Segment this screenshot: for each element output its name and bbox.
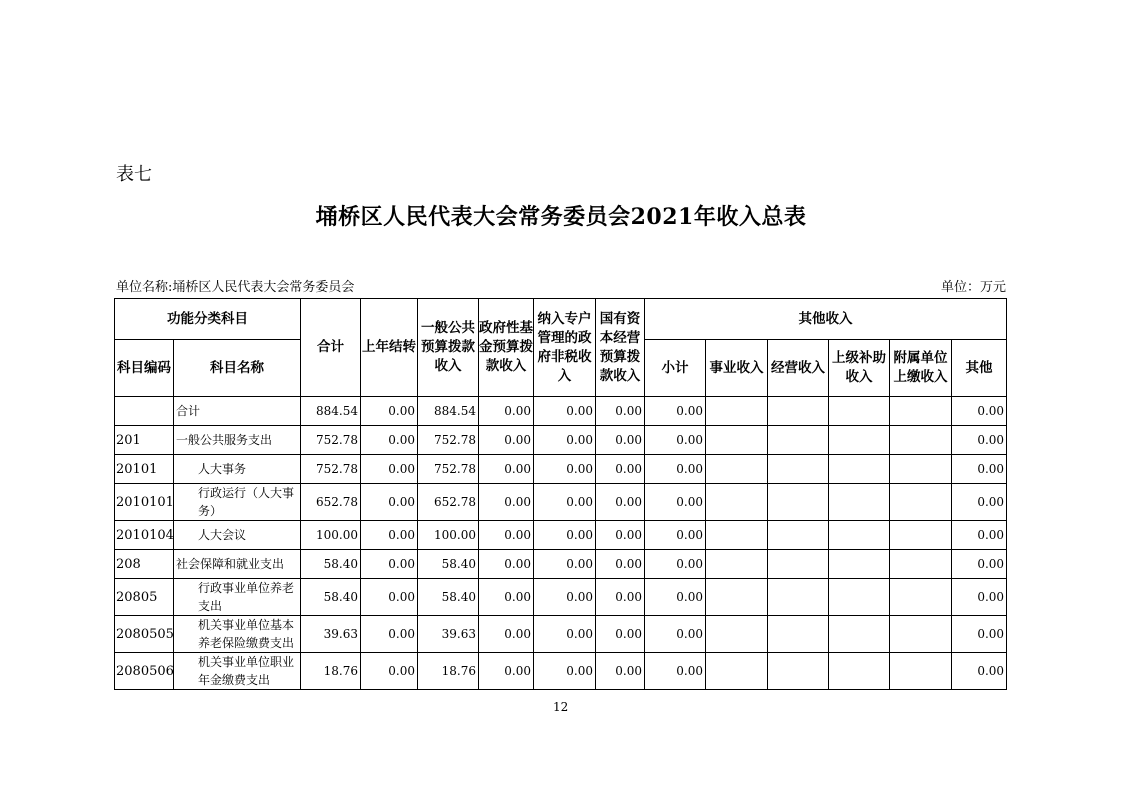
cell-subtotal: 0.00 — [645, 484, 706, 521]
cell-affiliated — [890, 397, 952, 426]
header-general-budget: 一般公共预算拨款收入 — [418, 299, 479, 397]
cell-operating — [768, 426, 829, 455]
cell-fund: 0.00 — [479, 653, 534, 690]
header-superior-subsidy: 上级补助收入 — [829, 340, 890, 397]
cell-carryover: 0.00 — [361, 426, 418, 455]
header-carryover: 上年结转 — [361, 299, 418, 397]
table-row — [115, 579, 1007, 616]
cell-subsidy — [829, 521, 890, 550]
cell-subsidy — [829, 653, 890, 690]
cell-general: 100.00 — [418, 521, 479, 550]
table-row — [115, 616, 1007, 653]
cell-total: 18.76 — [301, 653, 361, 690]
row-code: 2010101 — [115, 484, 174, 521]
row-name: 人大会议 — [174, 521, 301, 550]
cell-general: 752.78 — [418, 455, 479, 484]
header-other: 其他 — [952, 340, 1007, 397]
cell-total: 39.63 — [301, 616, 361, 653]
cell-total: 652.78 — [301, 484, 361, 521]
cell-affiliated — [890, 579, 952, 616]
cell-total: 884.54 — [301, 397, 361, 426]
header-func-category: 功能分类科目 — [115, 299, 301, 340]
header-gov-fund: 政府性基金预算拨款收入 — [479, 299, 534, 397]
cell-general: 58.40 — [418, 579, 479, 616]
cell-nontax: 0.00 — [534, 550, 596, 579]
cell-subtotal: 0.00 — [645, 579, 706, 616]
cell-other: 0.00 — [952, 550, 1007, 579]
cell-affiliated — [890, 521, 952, 550]
row-name: 社会保障和就业支出 — [174, 550, 301, 579]
row-name: 行政运行（人大事务） — [174, 484, 301, 521]
row-code: 2010104 — [115, 521, 174, 550]
row-name: 合计 — [174, 397, 301, 426]
header-other-income: 其他收入 — [645, 299, 1007, 340]
cell-business — [706, 397, 768, 426]
page-number: 12 — [553, 700, 569, 714]
header-special-nontax: 纳入专户管理的政府非税收入 — [534, 299, 596, 397]
row-code — [115, 397, 174, 426]
cell-nontax: 0.00 — [534, 521, 596, 550]
table-label: 表七 — [116, 164, 152, 185]
cell-affiliated — [890, 616, 952, 653]
cell-subsidy — [829, 579, 890, 616]
cell-capital: 0.00 — [596, 426, 645, 455]
cell-carryover: 0.00 — [361, 397, 418, 426]
header-business: 事业收入 — [706, 340, 768, 397]
cell-fund: 0.00 — [479, 484, 534, 521]
cell-other: 0.00 — [952, 397, 1007, 426]
header-name: 科目名称 — [174, 340, 301, 397]
cell-subtotal: 0.00 — [645, 521, 706, 550]
cell-operating — [768, 579, 829, 616]
unit-label: 单位：万元 — [940, 280, 1006, 295]
cell-general: 652.78 — [418, 484, 479, 521]
cell-capital: 0.00 — [596, 653, 645, 690]
cell-general: 752.78 — [418, 426, 479, 455]
header-code: 科目编码 — [115, 340, 174, 397]
cell-subtotal: 0.00 — [645, 426, 706, 455]
row-name: 行政事业单位养老支出 — [174, 579, 301, 616]
cell-business — [706, 579, 768, 616]
table-row — [115, 550, 1007, 579]
cell-operating — [768, 653, 829, 690]
unit-name: 单位名称:埇桥区人民代表大会常务委员会 — [116, 280, 355, 295]
cell-other: 0.00 — [952, 616, 1007, 653]
cell-carryover: 0.00 — [361, 653, 418, 690]
cell-other: 0.00 — [952, 426, 1007, 455]
cell-subsidy — [829, 484, 890, 521]
cell-capital: 0.00 — [596, 550, 645, 579]
cell-carryover: 0.00 — [361, 455, 418, 484]
row-name: 机关事业单位基本养老保险缴费支出 — [174, 616, 301, 653]
cell-carryover: 0.00 — [361, 484, 418, 521]
row-code: 208 — [115, 550, 174, 579]
cell-affiliated — [890, 455, 952, 484]
cell-capital: 0.00 — [596, 455, 645, 484]
cell-carryover: 0.00 — [361, 616, 418, 653]
cell-subsidy — [829, 426, 890, 455]
cell-operating — [768, 616, 829, 653]
cell-subtotal: 0.00 — [645, 455, 706, 484]
cell-operating — [768, 455, 829, 484]
cell-operating — [768, 484, 829, 521]
cell-business — [706, 455, 768, 484]
cell-nontax: 0.00 — [534, 579, 596, 616]
cell-nontax: 0.00 — [534, 484, 596, 521]
cell-business — [706, 426, 768, 455]
row-name: 机关事业单位职业年金缴费支出 — [174, 653, 301, 690]
page-title: 埇桥区人民代表大会常务委员会2021年收入总表 — [315, 204, 807, 230]
row-code: 20101 — [115, 455, 174, 484]
table-row — [115, 653, 1007, 690]
cell-business — [706, 550, 768, 579]
header-affiliated: 附属单位上缴收入 — [890, 340, 952, 397]
cell-subtotal: 0.00 — [645, 653, 706, 690]
row-code: 20805 — [115, 579, 174, 616]
cell-capital: 0.00 — [596, 484, 645, 521]
cell-affiliated — [890, 484, 952, 521]
cell-subsidy — [829, 455, 890, 484]
cell-business — [706, 616, 768, 653]
cell-general: 18.76 — [418, 653, 479, 690]
cell-fund: 0.00 — [479, 397, 534, 426]
income-table — [114, 298, 1007, 690]
cell-general: 39.63 — [418, 616, 479, 653]
table-row — [115, 484, 1007, 521]
cell-business — [706, 653, 768, 690]
table-row — [115, 521, 1007, 550]
cell-capital: 0.00 — [596, 616, 645, 653]
cell-nontax: 0.00 — [534, 616, 596, 653]
cell-fund: 0.00 — [479, 426, 534, 455]
cell-capital: 0.00 — [596, 579, 645, 616]
row-name: 人大事务 — [174, 455, 301, 484]
row-code: 2080506 — [115, 653, 174, 690]
cell-fund: 0.00 — [479, 455, 534, 484]
row-code: 201 — [115, 426, 174, 455]
header-subtotal: 小计 — [645, 340, 706, 397]
table-row — [115, 426, 1007, 455]
cell-other: 0.00 — [952, 455, 1007, 484]
cell-nontax: 0.00 — [534, 426, 596, 455]
cell-general: 884.54 — [418, 397, 479, 426]
row-code: 2080505 — [115, 616, 174, 653]
cell-fund: 0.00 — [479, 579, 534, 616]
cell-business — [706, 484, 768, 521]
cell-affiliated — [890, 426, 952, 455]
cell-affiliated — [890, 653, 952, 690]
cell-total: 100.00 — [301, 521, 361, 550]
cell-total: 58.40 — [301, 579, 361, 616]
header-operating: 经营收入 — [768, 340, 829, 397]
cell-capital: 0.00 — [596, 397, 645, 426]
cell-fund: 0.00 — [479, 616, 534, 653]
cell-carryover: 0.00 — [361, 550, 418, 579]
cell-other: 0.00 — [952, 521, 1007, 550]
cell-other: 0.00 — [952, 653, 1007, 690]
cell-subsidy — [829, 550, 890, 579]
header-total: 合计 — [301, 299, 361, 397]
cell-general: 58.40 — [418, 550, 479, 579]
header-state-capital: 国有资本经营预算拨款收入 — [596, 299, 645, 397]
table-row — [115, 455, 1007, 484]
cell-nontax: 0.00 — [534, 653, 596, 690]
cell-business — [706, 521, 768, 550]
cell-operating — [768, 397, 829, 426]
cell-total: 58.40 — [301, 550, 361, 579]
cell-affiliated — [890, 550, 952, 579]
cell-fund: 0.00 — [479, 550, 534, 579]
cell-operating — [768, 550, 829, 579]
cell-fund: 0.00 — [479, 521, 534, 550]
cell-subtotal: 0.00 — [645, 397, 706, 426]
cell-other: 0.00 — [952, 579, 1007, 616]
cell-nontax: 0.00 — [534, 397, 596, 426]
cell-subsidy — [829, 616, 890, 653]
cell-total: 752.78 — [301, 426, 361, 455]
cell-subtotal: 0.00 — [645, 550, 706, 579]
cell-nontax: 0.00 — [534, 455, 596, 484]
cell-carryover: 0.00 — [361, 521, 418, 550]
cell-total: 752.78 — [301, 455, 361, 484]
cell-subtotal: 0.00 — [645, 616, 706, 653]
cell-subsidy — [829, 397, 890, 426]
cell-carryover: 0.00 — [361, 579, 418, 616]
row-name: 一般公共服务支出 — [174, 426, 301, 455]
table-row — [115, 397, 1007, 426]
cell-operating — [768, 521, 829, 550]
cell-other: 0.00 — [952, 484, 1007, 521]
cell-capital: 0.00 — [596, 521, 645, 550]
